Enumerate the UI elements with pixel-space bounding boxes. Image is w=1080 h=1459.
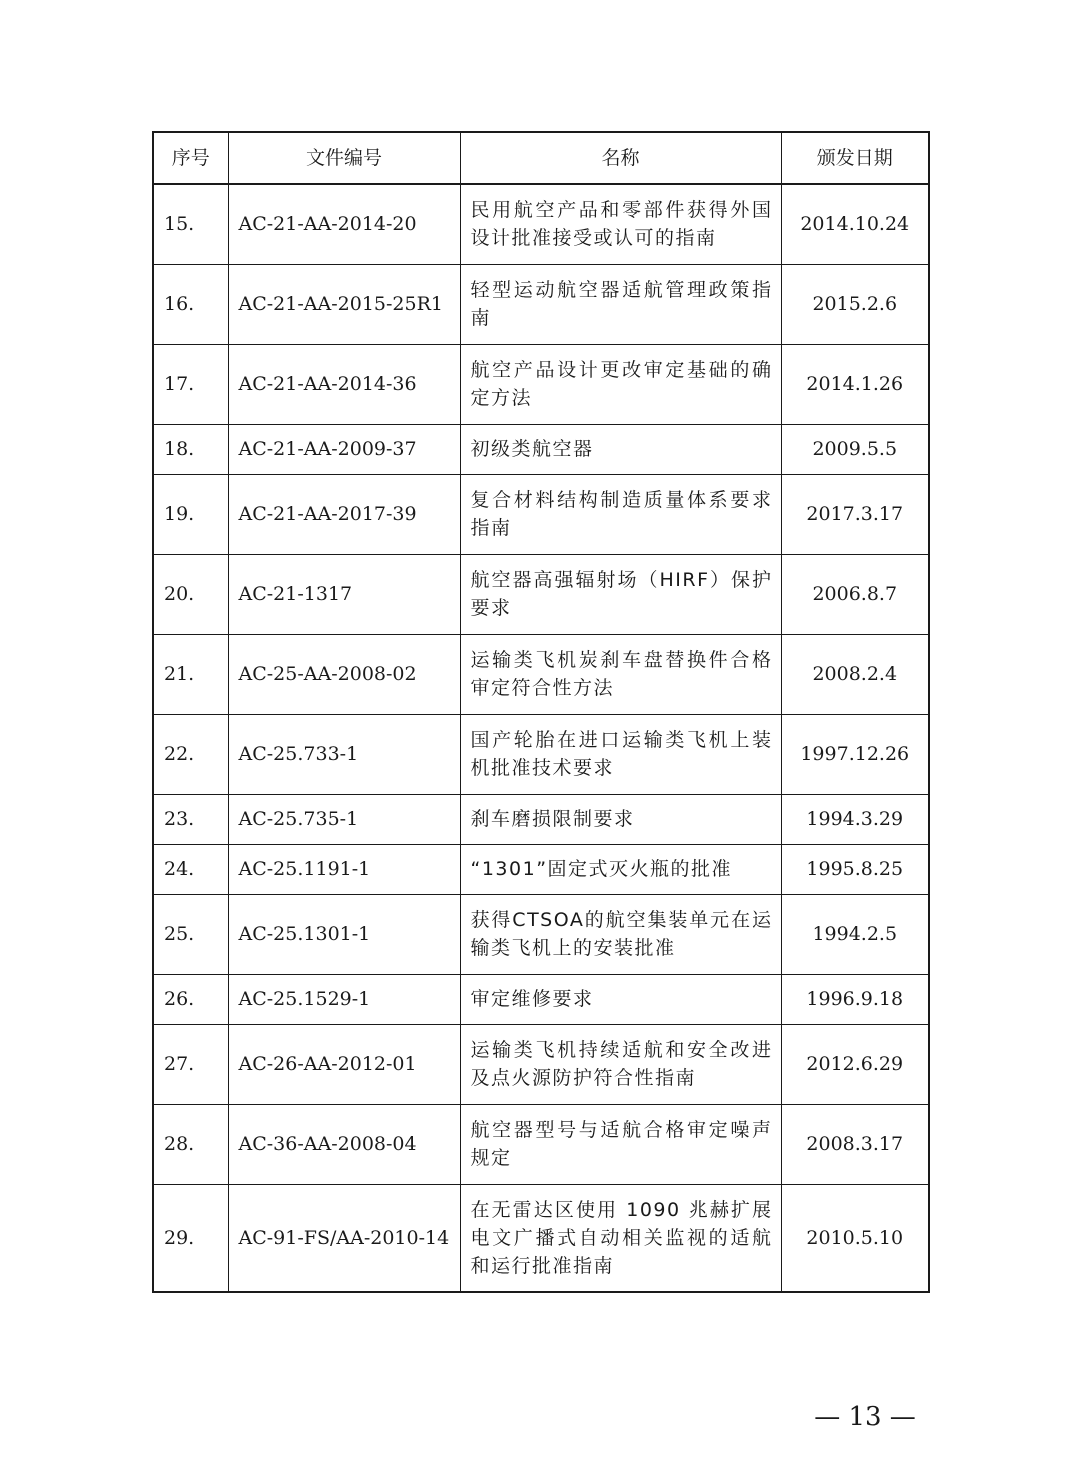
header-name: 名称 xyxy=(460,132,781,184)
row-number: 26. xyxy=(153,974,228,1024)
row-number: 18. xyxy=(153,424,228,474)
issue-date: 2009.5.5 xyxy=(781,424,929,474)
document-name: 航空器高强辐射场（HIRF）保护要求 xyxy=(460,554,781,634)
row-number: 22. xyxy=(153,714,228,794)
row-number: 23. xyxy=(153,794,228,844)
document-name: 审定维修要求 xyxy=(460,974,781,1024)
document-code: AC-25.1191-1 xyxy=(228,844,460,894)
document-code: AC-25.733-1 xyxy=(228,714,460,794)
row-number: 20. xyxy=(153,554,228,634)
table-row xyxy=(153,184,929,264)
table-row xyxy=(153,1184,929,1292)
document-table xyxy=(152,131,930,1293)
document-code: AC-21-AA-2009-37 xyxy=(228,424,460,474)
document-name: 航空器型号与适航合格审定噪声规定 xyxy=(460,1104,781,1184)
document-name: 民用航空产品和零部件获得外国设计批准接受或认可的指南 xyxy=(460,184,781,264)
table-row xyxy=(153,894,929,974)
row-number: 17. xyxy=(153,344,228,424)
table-row xyxy=(153,554,929,634)
document-code: AC-21-1317 xyxy=(228,554,460,634)
issue-date: 2006.8.7 xyxy=(781,554,929,634)
issue-date: 1994.3.29 xyxy=(781,794,929,844)
document-code: AC-91-FS/AA-2010-14 xyxy=(228,1184,460,1292)
table-row xyxy=(153,1024,929,1104)
issue-date: 2014.10.24 xyxy=(781,184,929,264)
row-number: 28. xyxy=(153,1104,228,1184)
document-name: 运输类飞机炭刹车盘替换件合格审定符合性方法 xyxy=(460,634,781,714)
table-row xyxy=(153,714,929,794)
issue-date: 1994.2.5 xyxy=(781,894,929,974)
document-code: AC-36-AA-2008-04 xyxy=(228,1104,460,1184)
issue-date: 2008.2.4 xyxy=(781,634,929,714)
header-code: 文件编号 xyxy=(228,132,460,184)
document-code: AC-25-AA-2008-02 xyxy=(228,634,460,714)
issue-date: 1995.8.25 xyxy=(781,844,929,894)
table-row xyxy=(153,1104,929,1184)
row-number: 25. xyxy=(153,894,228,974)
issue-date: 1996.9.18 xyxy=(781,974,929,1024)
document-name: 获得CTSOA的航空集装单元在运输类飞机上的安装批准 xyxy=(460,894,781,974)
issue-date: 2015.2.6 xyxy=(781,264,929,344)
page-number: — 13 — xyxy=(814,1402,916,1432)
table-row xyxy=(153,974,929,1024)
table-row xyxy=(153,264,929,344)
document-code: AC-21-AA-2015-25R1 xyxy=(228,264,460,344)
row-number: 24. xyxy=(153,844,228,894)
table-row xyxy=(153,344,929,424)
document-code: AC-25.1529-1 xyxy=(228,974,460,1024)
document-name: “1301”固定式灭火瓶的批准 xyxy=(460,844,781,894)
table-header xyxy=(153,132,929,184)
issue-date: 2017.3.17 xyxy=(781,474,929,554)
header-row xyxy=(153,132,929,184)
document-name: 复合材料结构制造质量体系要求指南 xyxy=(460,474,781,554)
row-number: 15. xyxy=(153,184,228,264)
issue-date: 2008.3.17 xyxy=(781,1104,929,1184)
document-code: AC-26-AA-2012-01 xyxy=(228,1024,460,1104)
row-number: 29. xyxy=(153,1184,228,1292)
document-name: 刹车磨损限制要求 xyxy=(460,794,781,844)
table-row xyxy=(153,474,929,554)
issue-date: 2010.5.10 xyxy=(781,1184,929,1292)
header-date: 颁发日期 xyxy=(781,132,929,184)
row-number: 16. xyxy=(153,264,228,344)
row-number: 27. xyxy=(153,1024,228,1104)
document-name: 运输类飞机持续适航和安全改进及点火源防护符合性指南 xyxy=(460,1024,781,1104)
issue-date: 1997.12.26 xyxy=(781,714,929,794)
issue-date: 2012.6.29 xyxy=(781,1024,929,1104)
table-row xyxy=(153,634,929,714)
row-number: 21. xyxy=(153,634,228,714)
document-name: 在无雷达区使用 1090 兆赫扩展电文广播式自动相关监视的适航和运行批准指南 xyxy=(460,1184,781,1292)
document-name: 航空产品设计更改审定基础的确定方法 xyxy=(460,344,781,424)
document-code: AC-21-AA-2017-39 xyxy=(228,474,460,554)
document-code: AC-25.1301-1 xyxy=(228,894,460,974)
document-code: AC-25.735-1 xyxy=(228,794,460,844)
row-number: 19. xyxy=(153,474,228,554)
document-code: AC-21-AA-2014-20 xyxy=(228,184,460,264)
issue-date: 2014.1.26 xyxy=(781,344,929,424)
document-name: 初级类航空器 xyxy=(460,424,781,474)
document-code: AC-21-AA-2014-36 xyxy=(228,344,460,424)
header-no: 序号 xyxy=(153,132,228,184)
table-body xyxy=(153,184,929,1292)
table-row xyxy=(153,424,929,474)
table-row xyxy=(153,844,929,894)
document-name: 国产轮胎在进口运输类飞机上装机批准技术要求 xyxy=(460,714,781,794)
table-row xyxy=(153,794,929,844)
document-name: 轻型运动航空器适航管理政策指南 xyxy=(460,264,781,344)
